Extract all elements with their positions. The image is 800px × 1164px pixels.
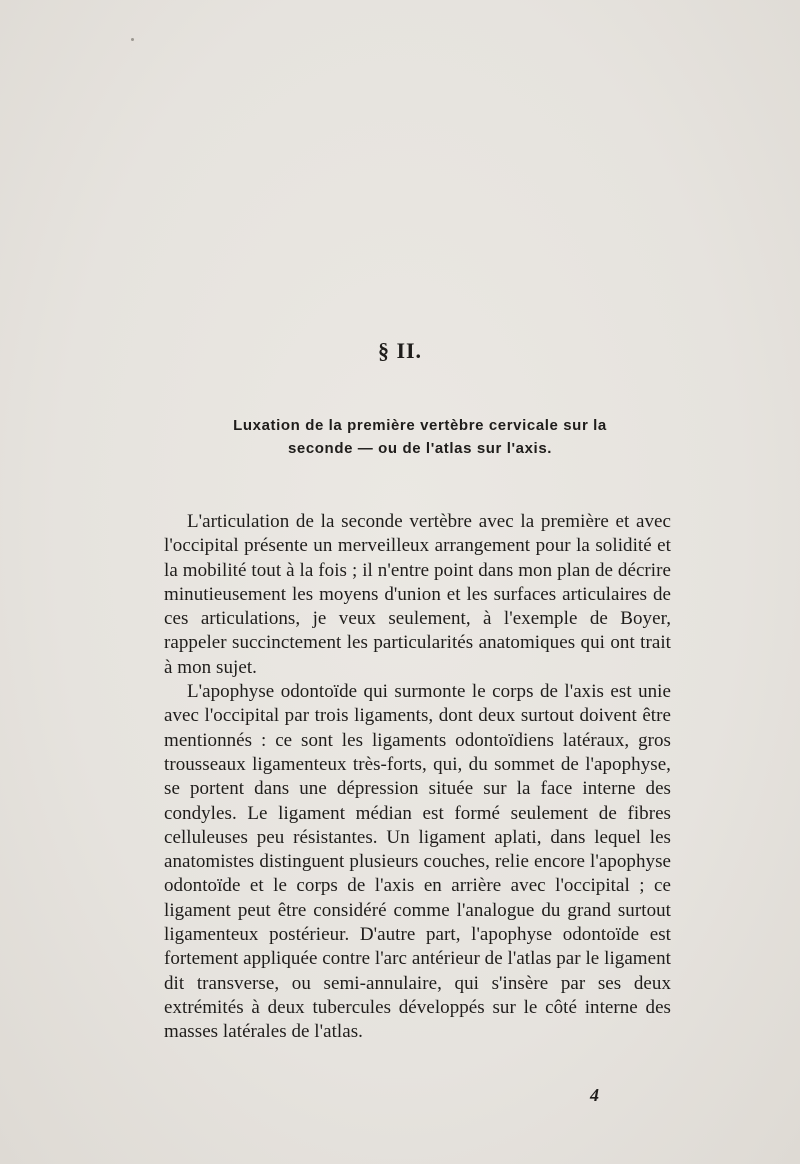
paragraph-2: L'apophyse odontoïde qui surmonte le corps de l'axis est unie avec l'occipital par trois ligaments, dont deux surtout doivent être mentionnés : ce sont les ligaments odontoïdiens latéraux, gros trousseaux ligamenteux très-forts, qui, du sommet de l'apophyse, se portent dans une dépression située sur la face interne des condyles. Le ligament médian est formé seulement de fibres celluleuses peu résistantes. Un ligament aplati, dans lequel les anatomistes distinguent plusieurs couches, relie encore l'apophyse odontoïde et le corps de l'axis en arrière avec l'occipital ; ce ligament peut être considéré comme l'analogue du grand surtout ligamenteux postérieur. D'autre part, l'apophyse odontoïde est fortement appliquée contre l'arc antérieur de l'atlas par le ligament dit transverse, ou semi-annulaire, qui s'insère par ses deux extrémités à deux tubercules développés sur le côté interne des masses latérales de l'atlas. [164,681,671,1043]
chapter-heading [170,414,670,460]
paragraph-1: L'articulation de la seconde vertèbre avec la première et avec l'occipital présente un merveilleux arrangement pour la solidité et la mobilité tout à la fois ; il n'entre point dans mon plan de décrire minutieusement les moyens d'union et les surfaces articulaires de ces articulations, je veux seulement, à l'exemple de Boyer, rappeler succinctement les particularités anatomiques qui ont trait à mon sujet. [164,511,671,678]
section-number: § II. [377,338,423,363]
heading-line-1: Luxation de la première vertèbre cervicale sur la [233,417,607,434]
body-text [164,510,671,1045]
heading-line-2: seconde — ou de l'atlas sur l'axis. [287,440,553,457]
paper-speck [131,38,134,41]
page-number: 4 [590,1085,599,1105]
